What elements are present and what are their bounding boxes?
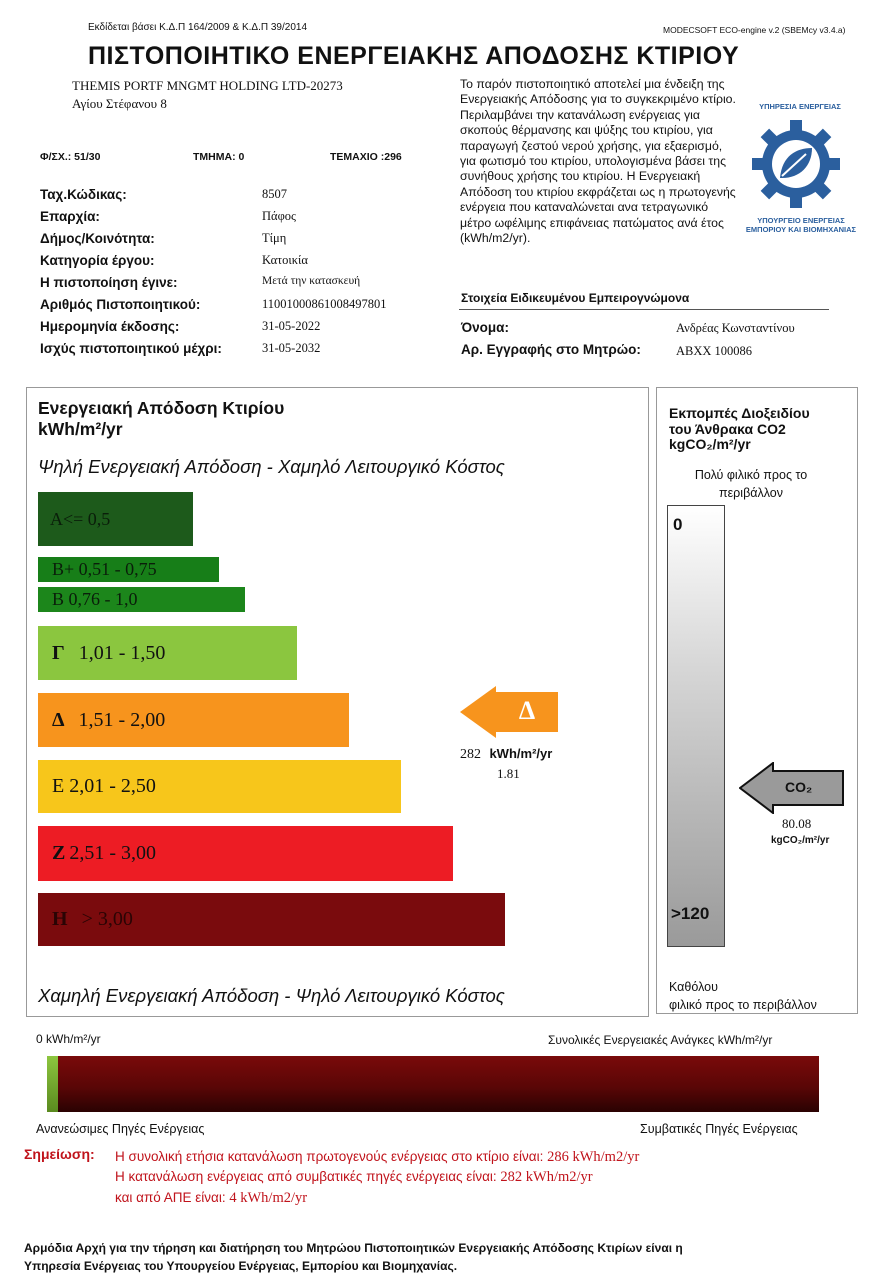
rating-unit: kWh/m²/yr	[38, 419, 123, 439]
note-text: Η συνολική ετήσια κατανάλωση πρωτογενούς ενέργειας στο κτίριο είναι:	[115, 1149, 544, 1164]
expert-reg-number: ABXX 100086	[676, 344, 753, 358]
logo-top-text: ΥΠΗΡΕΣΙΑ ΕΝΕΡΓΕΙΑΣ	[759, 102, 841, 111]
detail-value: Πάφος	[262, 209, 296, 223]
co2-top-caption: Πολύ φιλικό προς το περιβάλλον	[694, 468, 808, 500]
co2-bottom-caption	[669, 978, 817, 1014]
co2-arrow-label: CO₂	[785, 779, 813, 795]
legal-basis: Εκδίδεται βάσει Κ.Δ.Π 164/2009 & Κ.Δ.Π 39/2014	[88, 22, 308, 33]
owner-address: Αγίου Στέφανου 8	[72, 96, 167, 111]
class-range: 1,51 - 2,00	[78, 708, 166, 731]
demand-left-label: 0 kWh/m²/yr	[36, 1032, 101, 1046]
detail-label: Επαρχία:	[40, 209, 100, 224]
co2-bottom-line: φιλικό προς το περιβάλλον	[669, 998, 817, 1012]
class-letter: Η	[52, 908, 68, 930]
rating-bottom-caption: Χαμηλή Ενεργειακή Απόδοση - Ψηλό Λειτουργικό Κόστος	[38, 985, 505, 1006]
detail-label: Αριθμός Πιστοποιητικού:	[40, 297, 201, 312]
demand-bar	[47, 1056, 819, 1112]
expert-heading: Στοιχεία Ειδικευμένου Εμπειρογνώμονα	[461, 291, 690, 305]
class-bar-gamma	[38, 626, 297, 680]
class-letter: Δ	[52, 708, 65, 731]
co2-title-line: Εκπομπές Διοξειδίου	[669, 405, 810, 421]
note-value: 282 kWh/m2/yr	[500, 1169, 593, 1185]
class-range: 1,01 - 1,50	[78, 641, 166, 664]
current-rating-value	[460, 745, 552, 763]
class-bar-z	[38, 826, 453, 881]
class-bar-a	[38, 492, 193, 546]
software-version: MODECSOFT ECO-engine v.2 (SBEMcy v3.4.a)	[663, 25, 846, 35]
detail-label: Κατηγορία έργου:	[40, 253, 155, 268]
detail-row	[40, 318, 321, 340]
class-range: 2,51 - 3,00	[69, 842, 157, 864]
class-label: Α<= 0,5	[50, 508, 111, 529]
certificate-description: Το παρόν πιστοποιητικό αποτελεί μια ένδειξη της Ενεργειακής Απόδοσης για το συγκεκριμένο κτίριο. Περιλαμβάνει την κατανάλωση ενέργειας για σκοπούς θέρμανσης και ψύξης του κτιρίου, για παραγωγή ζεστού νερού χρήσης, για εξαερισμό, για φωτισμό του κτιρίου, υπολογισμένα βάσει της συνήθους χρήσης του κτιρίου. Η Ενεργειακή Απόδοση του κτιρίου εκφράζεται ως η πρωτογενής ενέργεια που καταναλώνεται ανα τετραγωνικό μέτρο ωφέλιμης επιφάνειας πατώματος ανά έτος (kWh/m2/yr).	[460, 77, 736, 246]
detail-value: Τίμη	[262, 231, 287, 245]
detail-row	[40, 274, 361, 296]
class-letter: Ζ	[52, 842, 66, 864]
detail-row	[40, 230, 287, 252]
current-rating-class: Δ	[518, 696, 536, 725]
expert-reg-label: Αρ. Εγγραφής στο Μητρώο:	[461, 342, 641, 357]
detail-label: Ισχύς πιστοποιητικού μέχρι:	[40, 341, 222, 356]
note-prefix: Σημείωση:	[24, 1146, 95, 1162]
demand-right-label: Συνολικές Ενεργειακές Ανάγκες kWh/m²/yr	[548, 1033, 773, 1047]
detail-row	[40, 340, 321, 362]
detail-label: Ημερομηνία έκδοσης:	[40, 319, 180, 334]
page-title: ΠΙΣΤΟΠΟΙΗΤΙΚΟ ΕΝΕΡΓΕΙΑΚΗΣ ΑΠΟΔΟΣΗΣ ΚΤΙΡΙΟΥ	[88, 42, 740, 70]
current-rating-ratio: 1.81	[497, 766, 520, 781]
note-line-renewable	[115, 1190, 307, 1207]
class-range: > 3,00	[81, 908, 133, 930]
expert-divider	[459, 309, 829, 310]
class-bar-e	[38, 760, 401, 813]
energy-rating-title	[38, 398, 284, 440]
class-letter: Γ	[52, 641, 65, 664]
cadastral-section: ΤΜΗΜΑ: 0	[193, 151, 245, 163]
expert-name-label: Όνομα:	[461, 320, 509, 335]
cadastral-sheet: Φ/ΣΧ.: 51/30	[40, 151, 101, 163]
co2-unit: kgCO₂/m²/yr	[771, 835, 830, 846]
class-bar-delta	[38, 693, 349, 747]
current-value-unit: kWh/m²/yr	[489, 746, 553, 761]
certificate-number: 11001000861008497801	[262, 297, 387, 311]
co2-scale-top: 0	[673, 515, 683, 534]
detail-value: 8507	[262, 187, 287, 201]
issue-date: 31-05-2022	[262, 319, 321, 333]
detail-row	[40, 208, 296, 230]
rating-title-line: Ενεργειακή Απόδοση Κτιρίου	[38, 398, 285, 418]
class-label: Ε 2,01 - 2,50	[52, 775, 156, 797]
rating-top-caption: Ψηλή Ενεργειακή Απόδοση - Χαμηλό Λειτουργικό Κόστος	[38, 456, 505, 477]
co2-title	[669, 406, 810, 453]
expert-name: Ανδρέας Κωνσταντίνου	[676, 321, 795, 335]
class-bar-b	[38, 587, 245, 612]
note-value: 286 kWh/m2/yr	[547, 1149, 640, 1165]
expiry-date: 31-05-2032	[262, 341, 321, 355]
renewable-fill	[47, 1056, 58, 1112]
logo-bottom-line: ΕΜΠΟΡΙΟΥ ΚΑΙ ΒΙΟΜΗΧΑΝΙΑΣ	[745, 225, 857, 234]
co2-scale-bottom: >120	[671, 904, 710, 923]
co2-value: 80.08	[782, 816, 812, 831]
detail-row	[40, 252, 308, 274]
class-bar-h	[38, 893, 505, 946]
footer-line: Αρμόδια Αρχή για την τήρηση και διατήρηση του Μητρώου Πιστοποιητικών Ενεργειακής Απόδοσης Κτιρίων είναι η	[24, 1241, 683, 1255]
detail-row	[40, 186, 287, 208]
co2-bottom-line: Καθόλου	[669, 980, 718, 994]
note-line-conventional	[115, 1169, 593, 1186]
detail-value: Κατοικία	[262, 253, 308, 267]
demand-bottom-left: Ανανεώσιμες Πηγές Ενέργειας	[36, 1122, 205, 1136]
logo-bottom-line: ΥΠΟΥΡΓΕΙΟ ΕΝΕΡΓΕΙΑΣ	[757, 216, 845, 225]
co2-title-line: του Άνθρακα CO2	[669, 420, 786, 437]
detail-label: Δήμος/Κοινότητα:	[40, 231, 155, 246]
owner-name: THEMIS PORTF MNGMT HOLDING LTD-20273	[72, 78, 343, 93]
detail-label: Ταχ.Κώδικας:	[40, 187, 127, 202]
class-label: Β+ 0,51 - 0,75	[52, 559, 157, 579]
class-bar-b-plus	[38, 557, 219, 582]
note-value: 4 kWh/m2/yr	[229, 1190, 308, 1206]
note-text: και από ΑΠΕ είναι:	[115, 1190, 226, 1205]
current-value-number: 282	[460, 747, 481, 762]
footer-line: Υπηρεσία Ενέργειας του Υπουργείου Ενέργειας, Εμπορίου και Βιομηχανίας.	[24, 1259, 458, 1273]
demand-bottom-right: Συμβατικές Πηγές Ενέργειας	[640, 1122, 798, 1136]
class-label: Β 0,76 - 1,0	[52, 589, 138, 609]
detail-row	[40, 296, 387, 318]
detail-label: Η πιστοποίηση έγινε:	[40, 275, 178, 290]
co2-title-unit: kgCO₂/m²/yr	[669, 436, 751, 452]
co2-scale	[667, 505, 725, 947]
gear-leaf-icon	[748, 116, 844, 217]
details-list	[40, 186, 387, 362]
logo-bottom-text	[726, 216, 876, 234]
cadastral-plot: ΤΕΜΑΧΙΟ :296	[330, 151, 402, 163]
note-line-total	[115, 1149, 639, 1166]
note-text: Η κατανάλωση ενέργειας από συμβατικές πηγές ενέργειας είναι:	[115, 1169, 497, 1184]
footer-authority	[24, 1239, 683, 1275]
detail-value: Μετά την κατασκευή	[262, 275, 361, 287]
